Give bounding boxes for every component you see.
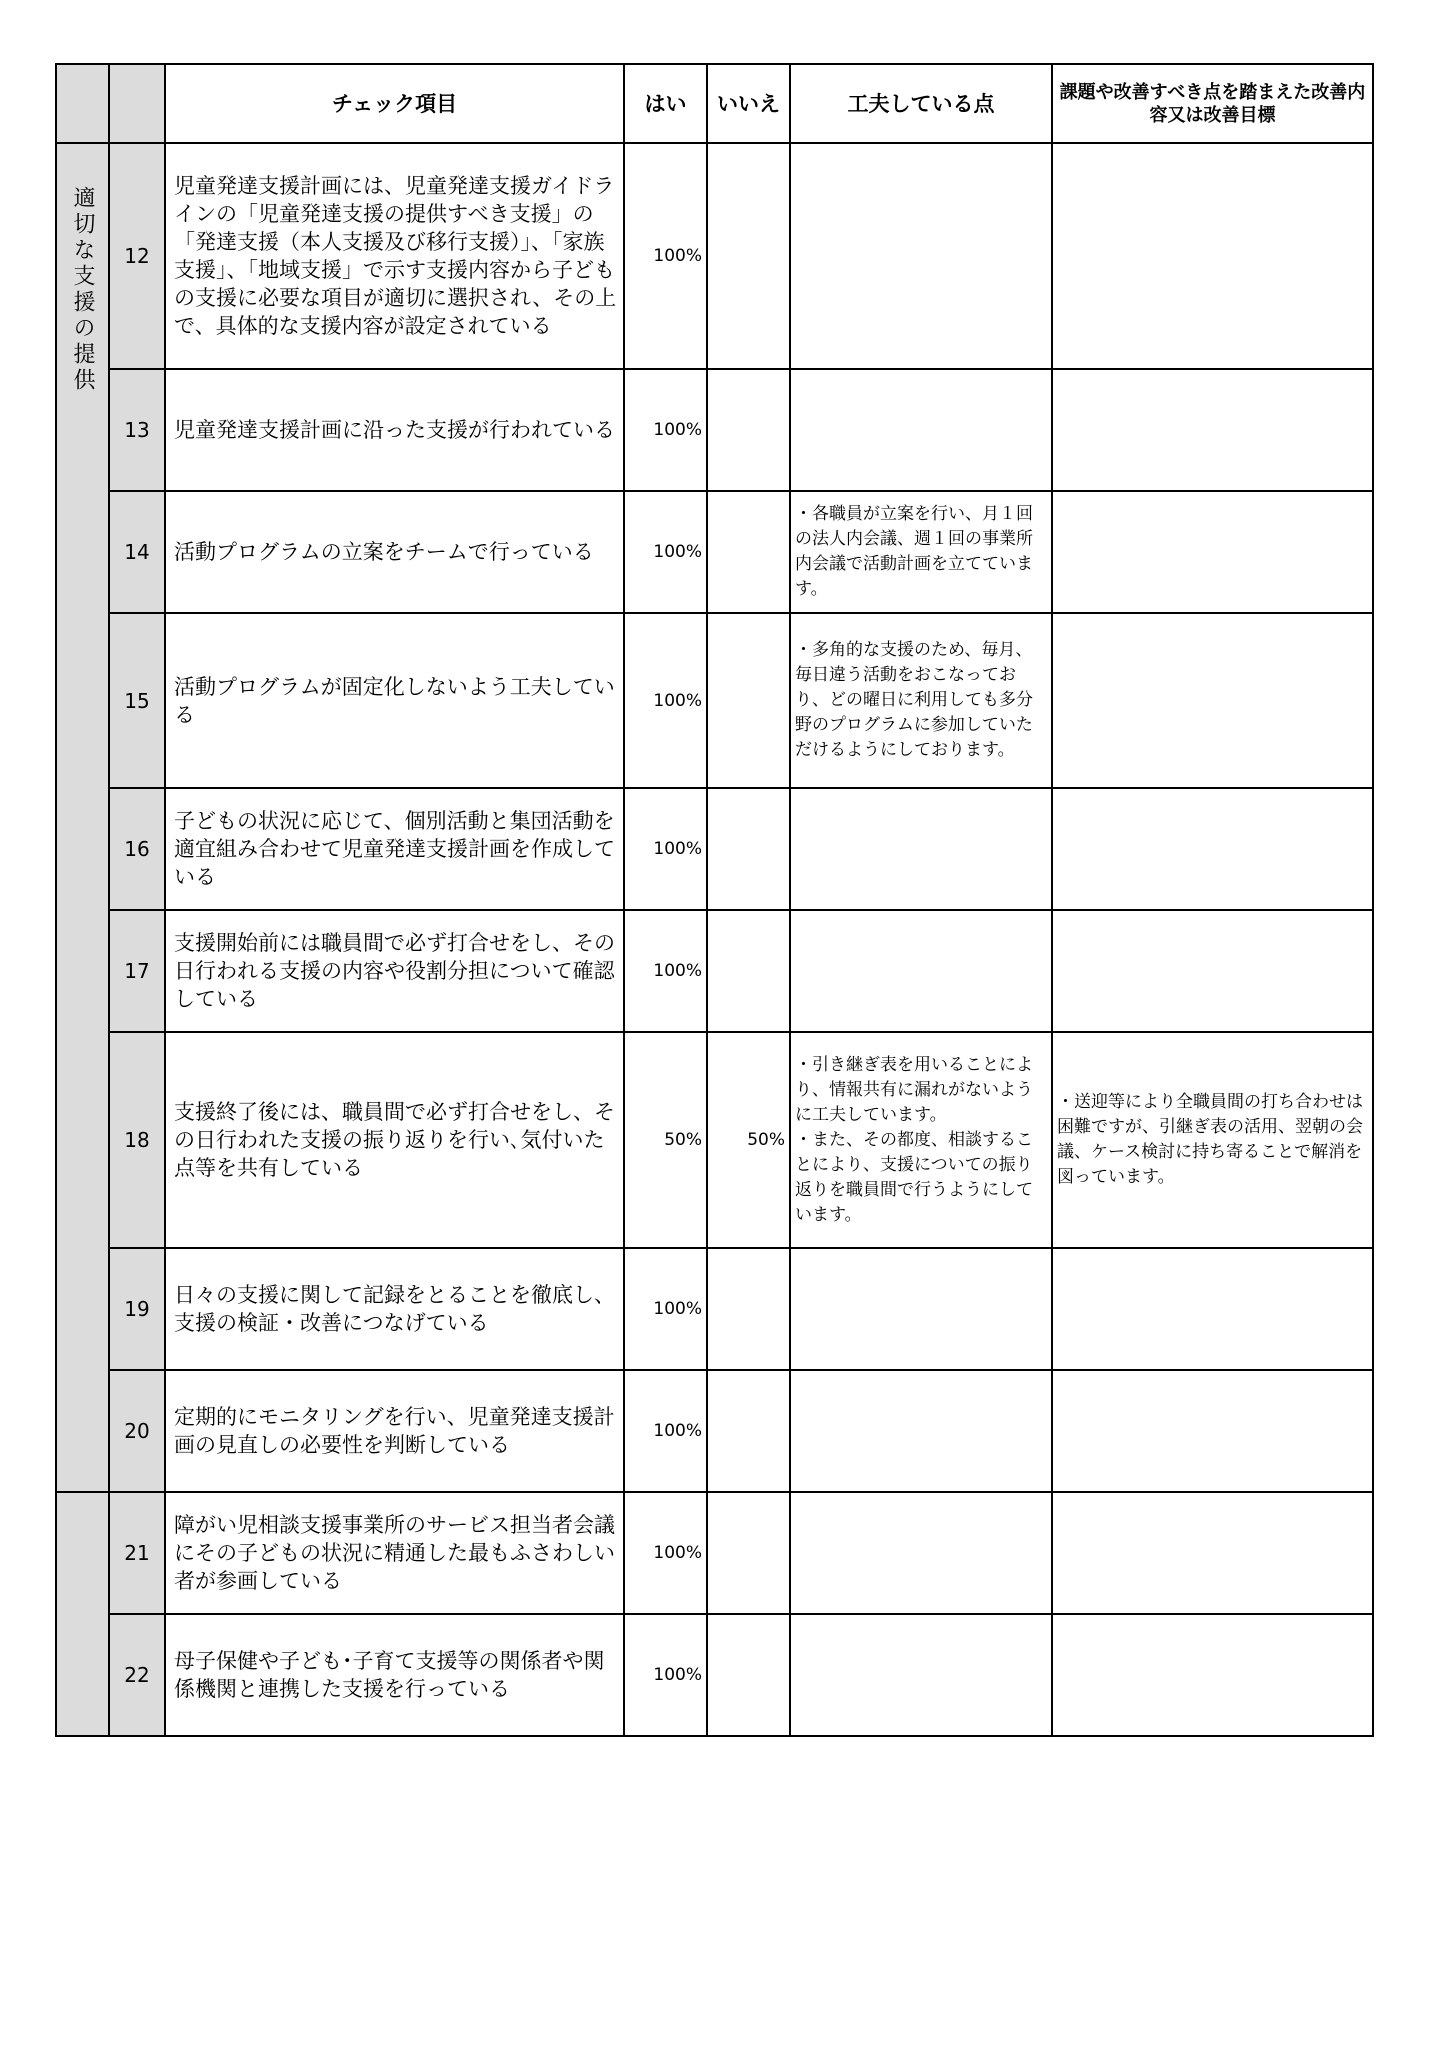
devised-note — [790, 910, 1052, 1032]
no-percent — [707, 788, 790, 910]
devised-note — [790, 1032, 1052, 1248]
devised-note — [790, 143, 1052, 369]
row-number: 17 — [109, 910, 165, 1032]
no-percent — [707, 910, 790, 1032]
section-label-cell-empty — [56, 1492, 109, 1736]
no-percent — [707, 143, 790, 369]
yes-percent: 100% — [624, 910, 707, 1032]
row-number: 14 — [109, 491, 165, 613]
header-corner-number — [109, 64, 165, 143]
no-percent — [707, 1492, 790, 1614]
devised-note-line: ・また、その都度、相談することにより、支援についての振り返りを職員間で行うようにしています。 — [795, 1129, 1033, 1225]
no-percent — [707, 491, 790, 613]
yes-percent: 100% — [624, 369, 707, 491]
yes-percent: 100% — [624, 143, 707, 369]
header-devised-points: 工夫している点 — [790, 64, 1052, 143]
improvement-note — [1052, 1248, 1373, 1370]
row-number: 19 — [109, 1248, 165, 1370]
no-percent — [707, 1370, 790, 1492]
yes-percent: 100% — [624, 1248, 707, 1370]
devised-note-line: ・各職員が立案を行い、月１回の法人内会議、週１回の事業所内会議で活動計画を立てています。 — [795, 504, 1033, 599]
check-item-text: 児童発達支援計画に沿った支援が行われている — [165, 369, 624, 491]
row-number: 16 — [109, 788, 165, 910]
row-number: 13 — [109, 369, 165, 491]
check-item-text: 児童発達支援計画には、児童発達支援ガイドラインの「児童発達支援の提供すべき支援」の「発達支援（本人支援及び移行支援）」、「家族支援」、「地域支援」で示す支援内容から子どもの支援に必要な項目が適切に選択され、その上で、具体的な支援内容が設定されている — [165, 143, 624, 369]
yes-percent: 100% — [624, 491, 707, 613]
improvement-note — [1052, 613, 1373, 788]
no-percent — [707, 1614, 790, 1736]
check-item-text: 活動プログラムの立案をチームで行っている — [165, 491, 624, 613]
check-item-text: 支援終了後には、職員間で必ず打合せをし、その日行われた支援の振り返りを行い､気付いた点等を共有している — [165, 1032, 624, 1248]
devised-note — [790, 1492, 1052, 1614]
devised-note-line: ・引き継ぎ表を用いることにより、情報共有に漏れがないように工夫しています。 — [795, 1054, 1033, 1125]
improvement-note — [1052, 369, 1373, 491]
header-corner — [56, 64, 109, 143]
table-row — [56, 1370, 1373, 1492]
improvement-note — [1052, 143, 1373, 369]
improvement-note — [1052, 788, 1373, 910]
check-item-text: 活動プログラムが固定化しないよう工夫している — [165, 613, 624, 788]
devised-note — [790, 1614, 1052, 1736]
improvement-note — [1052, 1370, 1373, 1492]
yes-percent: 50% — [624, 1032, 707, 1248]
section-label: 適切な支援の提供 — [70, 186, 95, 394]
devised-note — [790, 613, 1052, 788]
table-row — [56, 143, 1373, 369]
devised-note — [790, 491, 1052, 613]
check-item-text: 支援開始前には職員間で必ず打合せをし、その日行われる支援の内容や役割分担について確認している — [165, 910, 624, 1032]
table-row — [56, 788, 1373, 910]
row-number: 18 — [109, 1032, 165, 1248]
row-number: 21 — [109, 1492, 165, 1614]
check-item-text: 日々の支援に関して記録をとることを徹底し、支援の検証・改善につなげている — [165, 1248, 624, 1370]
yes-percent: 100% — [624, 613, 707, 788]
devised-note — [790, 1248, 1052, 1370]
improvement-note — [1052, 1614, 1373, 1736]
row-number: 20 — [109, 1370, 165, 1492]
table-row — [56, 491, 1373, 613]
header-improvement: 課題や改善すべき点を踏まえた改善内容又は改善目標 — [1052, 64, 1373, 143]
section-label-cell — [56, 143, 109, 1492]
improvement-note — [1052, 1492, 1373, 1614]
no-percent — [707, 613, 790, 788]
row-number: 22 — [109, 1614, 165, 1736]
devised-note-line: ・多角的な支援のため、毎月、毎日違う活動をおこなっており、どの曜日に利用しても多分野のプログラムに参加していただけるようにしております。 — [795, 640, 1033, 760]
evaluation-table — [55, 63, 1374, 1737]
yes-percent: 100% — [624, 788, 707, 910]
table-row — [56, 369, 1373, 491]
check-item-text: 子どもの状況に応じて、個別活動と集団活動を適宜組み合わせて児童発達支援計画を作成している — [165, 788, 624, 910]
devised-note — [790, 1370, 1052, 1492]
row-number: 15 — [109, 613, 165, 788]
improvement-note — [1052, 491, 1373, 613]
header-row — [56, 64, 1373, 143]
yes-percent: 100% — [624, 1370, 707, 1492]
devised-note — [790, 369, 1052, 491]
improvement-note: ・送迎等により全職員間の打ち合わせは困難ですが、引継ぎ表の活用、翌朝の会議、ケース検討に持ち寄ることで解消を図っています。 — [1052, 1032, 1373, 1248]
table-row — [56, 613, 1373, 788]
no-percent — [707, 1248, 790, 1370]
no-percent: 50% — [707, 1032, 790, 1248]
yes-percent: 100% — [624, 1614, 707, 1736]
table-row — [56, 1492, 1373, 1614]
improvement-note — [1052, 910, 1373, 1032]
table-row — [56, 1248, 1373, 1370]
row-number: 12 — [109, 143, 165, 369]
header-no: いいえ — [707, 64, 790, 143]
header-yes: はい — [624, 64, 707, 143]
yes-percent: 100% — [624, 1492, 707, 1614]
no-percent — [707, 369, 790, 491]
check-item-text: 障がい児相談支援事業所のサービス担当者会議にその子どもの状況に精通した最もふさわしい者が参画している — [165, 1492, 624, 1614]
table-row — [56, 1032, 1373, 1248]
table-row — [56, 910, 1373, 1032]
header-check-item: チェック項目 — [165, 64, 624, 143]
devised-note — [790, 788, 1052, 910]
check-item-text: 定期的にモニタリングを行い、児童発達支援計画の見直しの必要性を判断している — [165, 1370, 624, 1492]
table-row — [56, 1614, 1373, 1736]
check-item-text: 母子保健や子ども･子育て支援等の関係者や関係機関と連携した支援を行っている — [165, 1614, 624, 1736]
